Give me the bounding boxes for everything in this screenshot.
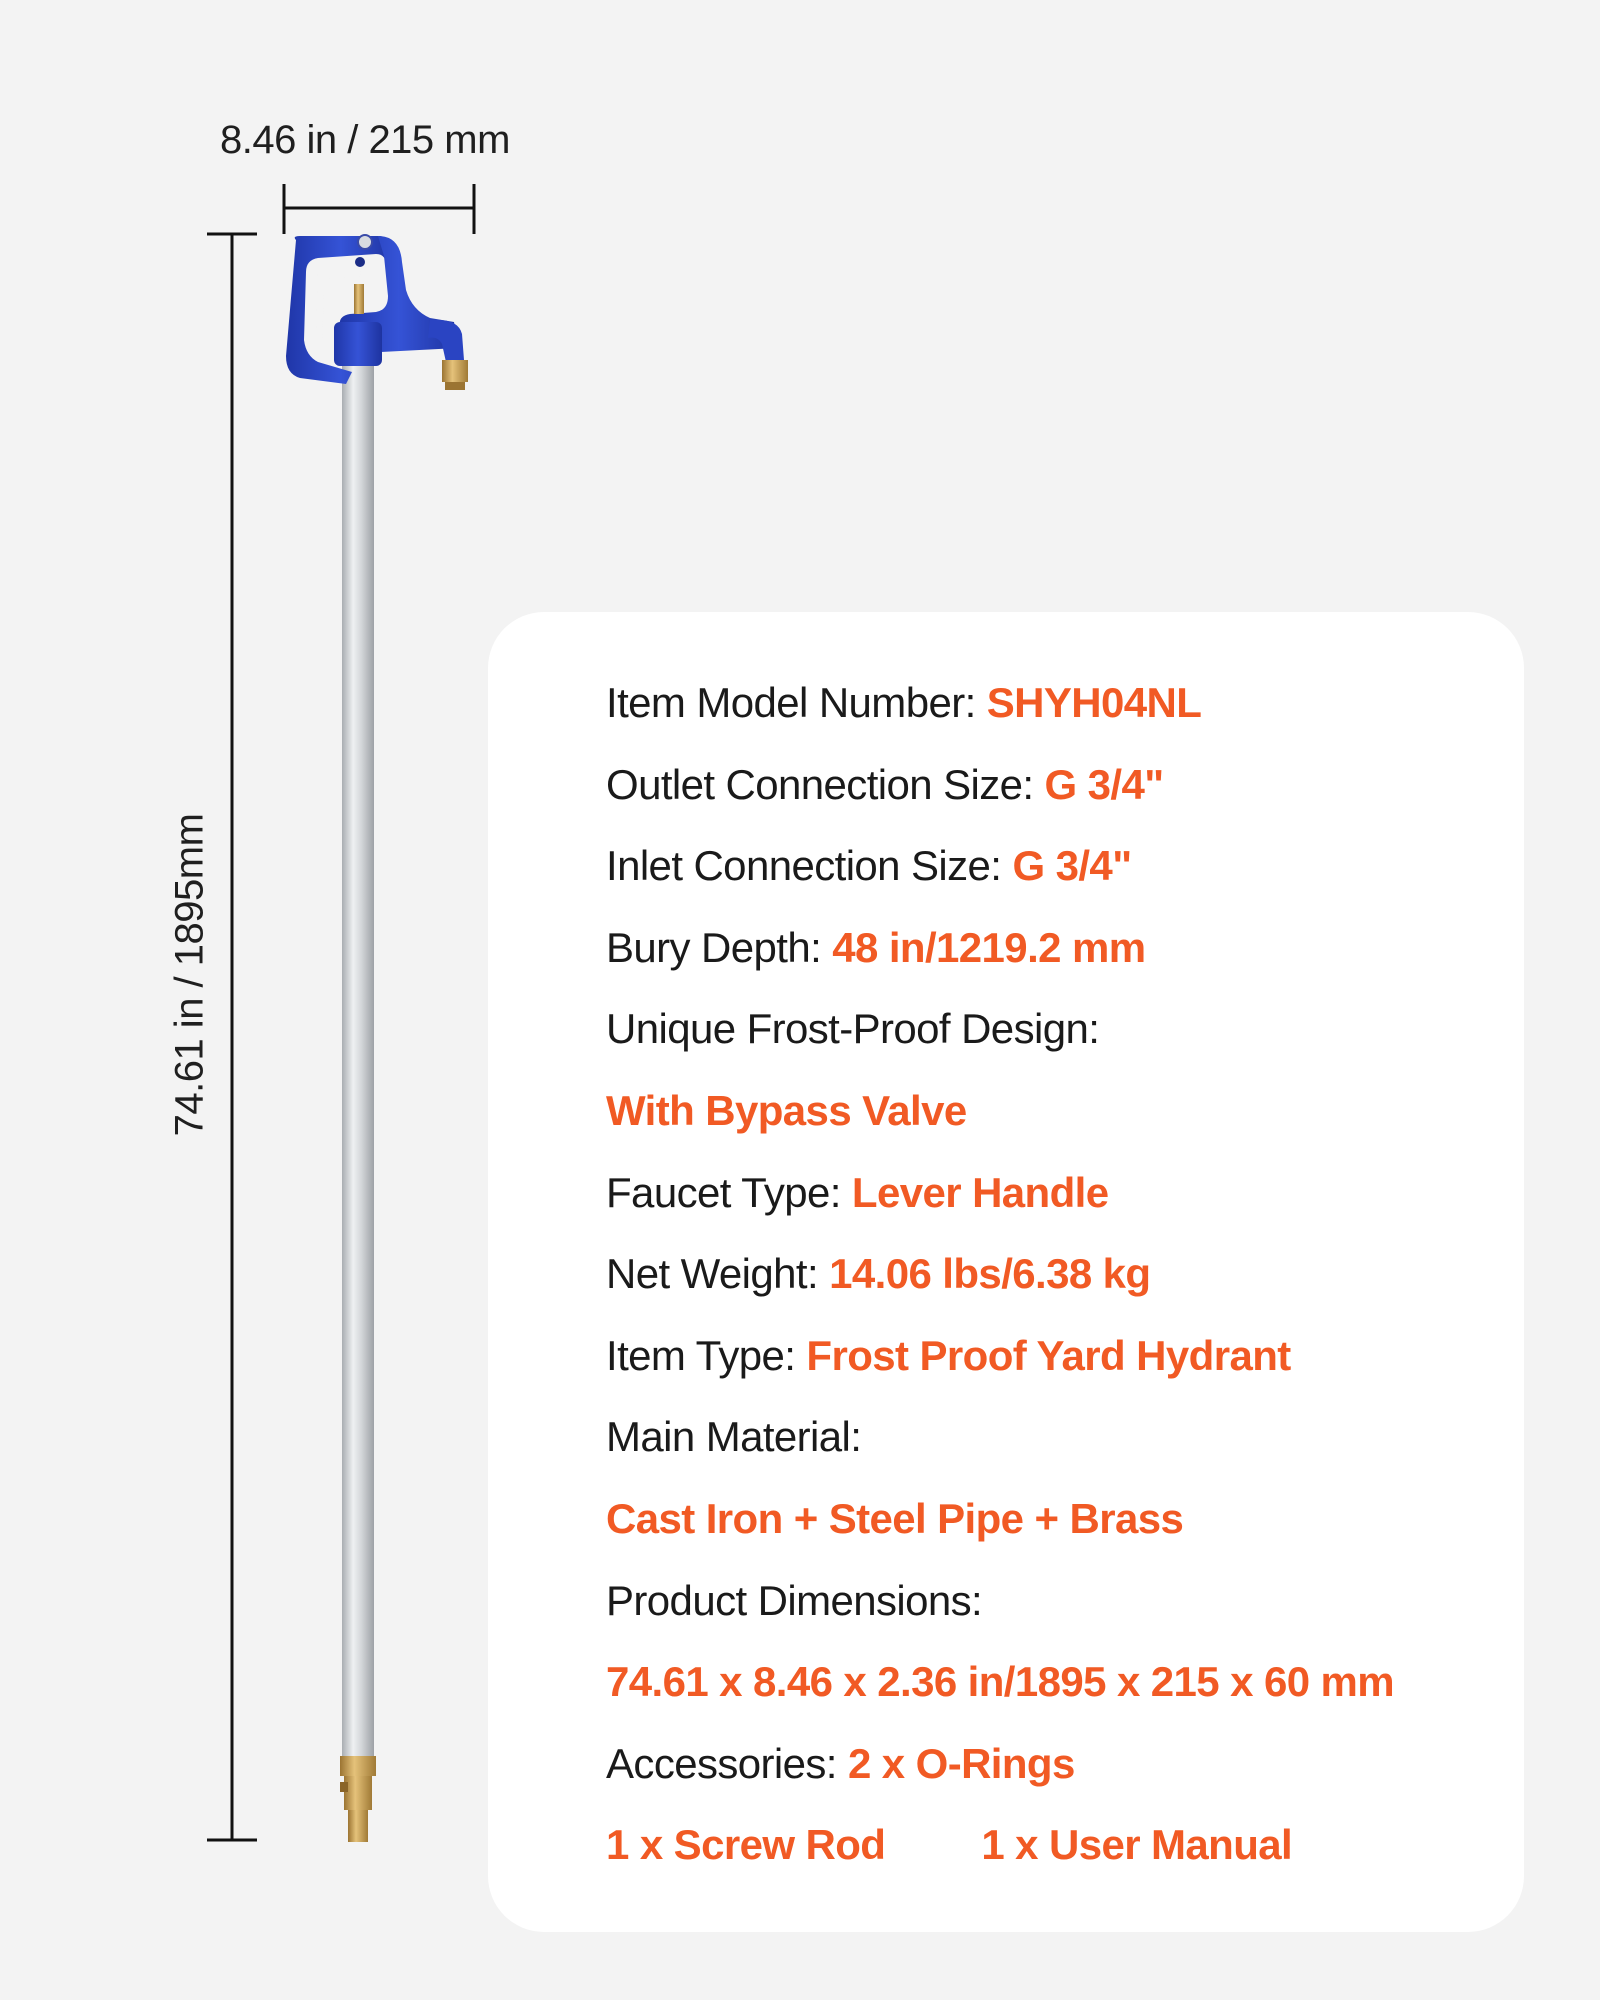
height-dimension-label: 74.61 in / 1895mm [167, 813, 212, 1137]
spec-value: With Bypass Valve [606, 1086, 967, 1134]
spec-value: 74.61 x 8.46 x 2.36 in/1895 x 215 x 60 mm [606, 1658, 1395, 1706]
spec-design-value [606, 1070, 1506, 1152]
spec-label: Inlet Connection Size: [606, 842, 1002, 890]
spec-list [606, 662, 1506, 1886]
spec-label: Faucet Type: [606, 1168, 841, 1216]
spec-value: G 3/4" [1044, 760, 1164, 808]
hydrant-head [286, 235, 468, 390]
brass-inlet-fitting [340, 1756, 376, 1842]
width-dimension-line [284, 184, 474, 234]
specifications-card [488, 612, 1524, 1932]
spec-dimensions-value [606, 1641, 1506, 1723]
spec-label: Net Weight: [606, 1250, 819, 1298]
spec-model-number [606, 662, 1506, 744]
spec-label: Outlet Connection Size: [606, 760, 1034, 808]
spec-outlet-size [606, 744, 1506, 826]
spec-value: Cast Iron + Steel Pipe + Brass [606, 1494, 1184, 1542]
spec-label: Main Material: [606, 1413, 862, 1461]
spec-design-label [606, 988, 1506, 1070]
spec-inlet-size [606, 825, 1506, 907]
height-dimension-line [207, 234, 257, 1840]
spec-material-label [606, 1396, 1506, 1478]
spec-material-value [606, 1478, 1506, 1560]
spec-faucet-type [606, 1152, 1506, 1234]
spec-value: 1 x User Manual [981, 1821, 1293, 1869]
spec-label: Bury Depth: [606, 923, 822, 971]
spec-label: Item Model Number: [606, 679, 976, 726]
width-dimension-label: 8.46 in / 215 mm [220, 118, 510, 162]
spec-accessories [606, 1723, 1506, 1805]
spec-net-weight [606, 1233, 1506, 1315]
spec-accessories-more [606, 1804, 1506, 1886]
spec-item-type [606, 1315, 1506, 1397]
spec-value: 1 x Screw Rod [606, 1821, 886, 1869]
spec-bury-depth [606, 907, 1506, 989]
spec-value: Lever Handle [851, 1168, 1109, 1216]
spec-label: Item Type: [606, 1331, 796, 1379]
spec-label: Accessories: [606, 1739, 837, 1787]
spec-value: 2 x O-Rings [847, 1739, 1075, 1787]
spec-dimensions-label [606, 1560, 1506, 1642]
spec-label: Product Dimensions: [606, 1576, 983, 1624]
spec-value: SHYH04NL [986, 679, 1202, 726]
spec-value: G 3/4" [1012, 842, 1132, 890]
spec-value: 14.06 lbs/6.38 kg [829, 1250, 1151, 1298]
spec-value: 48 in/1219.2 mm [832, 923, 1146, 971]
spec-value: Frost Proof Yard Hydrant [806, 1331, 1291, 1379]
spec-label: Unique Frost-Proof Design: [606, 1005, 1100, 1053]
steel-pipe [342, 360, 374, 1760]
